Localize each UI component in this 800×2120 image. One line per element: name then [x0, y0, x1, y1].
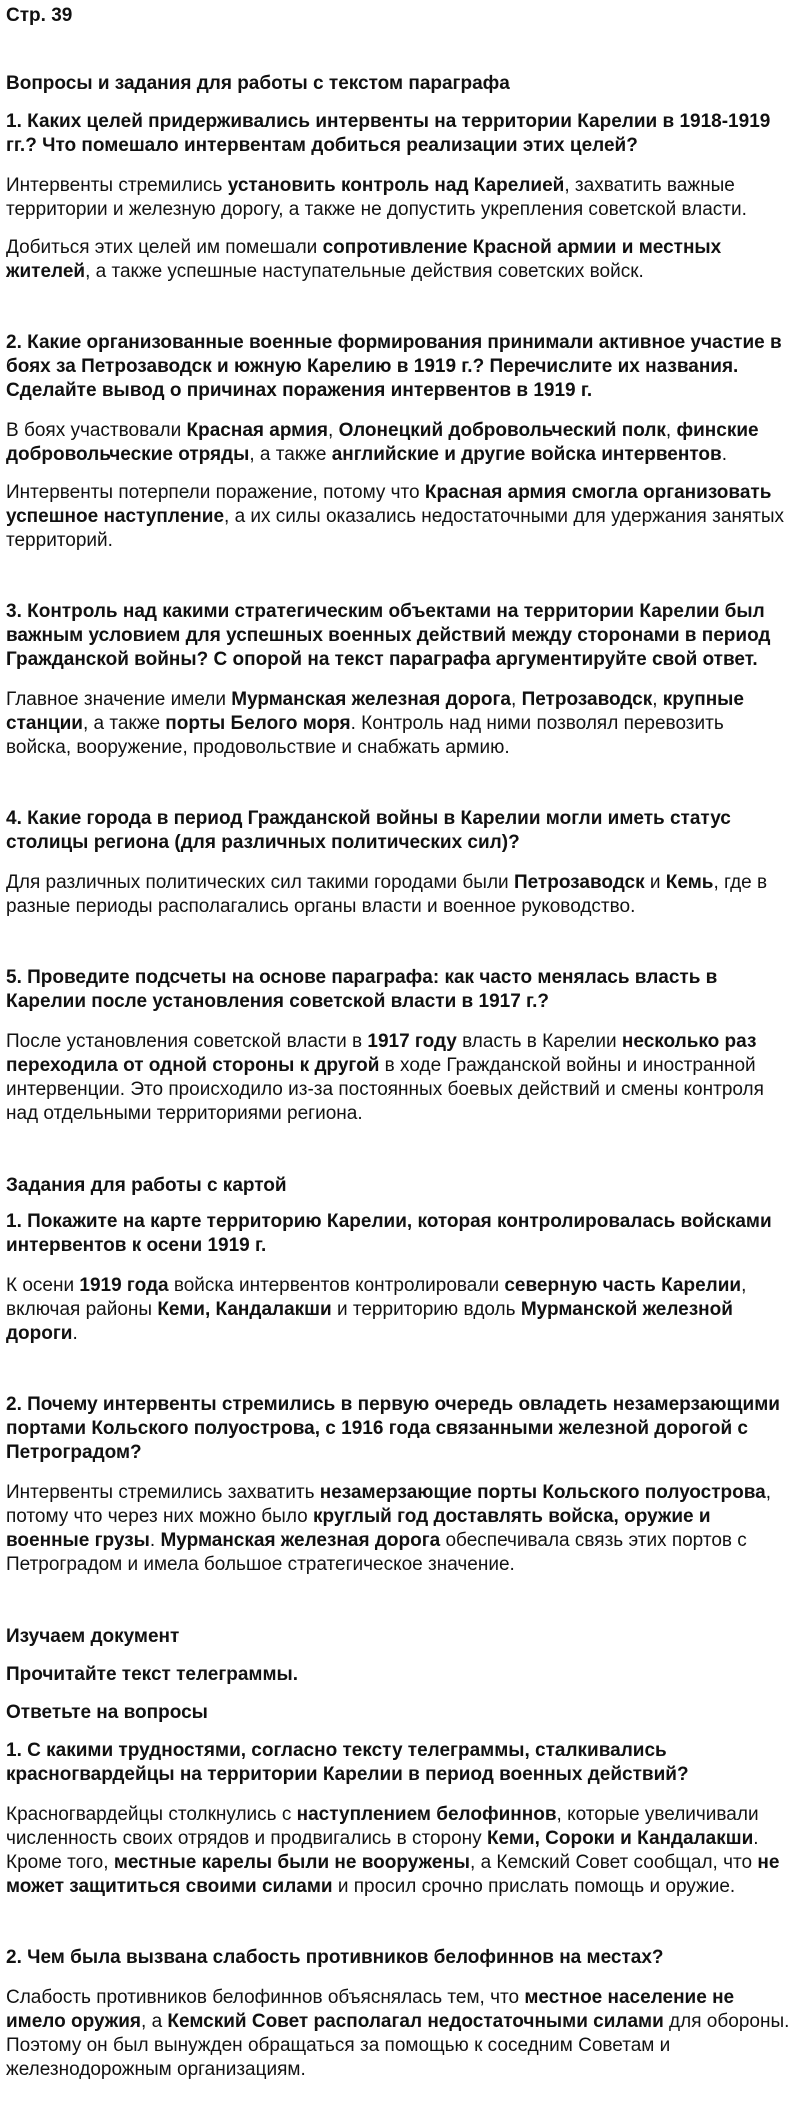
answer-highlight: порты Белого моря — [165, 713, 351, 734]
answer-highlight: финские добровольческие отряды — [6, 420, 759, 465]
answer-text: , — [328, 420, 339, 441]
answer-highlight: местные карелы были не вооружены — [113, 1852, 471, 1873]
answer-text: в ходе Гражданской войны и иностранной интервенции. Это происходило из-за постоянных боевых действий и смены контроля над отдельными территориями региона. — [6, 1055, 764, 1124]
answer-text: , а также успешные наступательные действия советских войск. — [85, 261, 644, 282]
answer-text: и территорию вдоль — [331, 1299, 521, 1320]
answer-text: , — [652, 689, 663, 710]
answer-text: . Кроме того, — [6, 1828, 759, 1873]
section-heading: Изучаем документ — [6, 1626, 180, 1647]
answer-text: , которые увеличивали численность своих отрядов и продвигались в сторону — [6, 1804, 759, 1849]
answer-highlight: северную часть Карелии — [504, 1275, 742, 1296]
answer-paragraph — [6, 174, 794, 222]
answer-text: , а — [141, 2011, 168, 2032]
question-text: 3. Контроль над какими стратегическим объектами на территории Карелии был важным условием для успешных военных действий между сторонами в период Гражданской войны? С опорой на текст параграфа аргументируйте свой ответ. — [6, 601, 771, 670]
answer-highlight: не может защититься своими силами — [6, 1852, 780, 1897]
answer-highlight: несколько раз переходила от одной стороны к другой — [6, 1031, 757, 1076]
answer-paragraph — [6, 1481, 794, 1577]
answer-text: Интервенты потерпели поражение, потому что — [6, 482, 425, 503]
section-heading: Вопросы и задания для работы с текстом параграфа — [6, 73, 510, 94]
answer-text: , потому что через них можно было — [6, 1482, 772, 1527]
answer-highlight: Красная армия смогла организовать успешное наступление — [6, 482, 772, 527]
answer-highlight: незамерзающие порты Кольского полуострова — [319, 1482, 766, 1503]
answer-text: Красногвардейцы столкнулись с — [6, 1804, 297, 1825]
answer-paragraph — [6, 1274, 794, 1346]
answer-text: , а также — [249, 444, 332, 465]
answer-text: войска интервентов контролировали — [168, 1275, 505, 1296]
question-text: 1. С какими трудностями, согласно тексту телеграммы, сталкивались красногвардейцы на территории Карелии в период военных действий? — [6, 1740, 689, 1785]
answer-text: , где в разные периоды располагались органы власти и военное руководство. — [6, 872, 768, 917]
answer-text: , а Кемский Совет сообщал, что — [470, 1852, 758, 1873]
answer-highlight: Красная армия — [186, 420, 329, 441]
answer-highlight: наступлением белофиннов — [296, 1804, 557, 1825]
answer-text: , — [511, 689, 522, 710]
answer-text: . — [72, 1323, 78, 1344]
answer-highlight: местное население не имело оружия — [6, 1987, 735, 2032]
answer-highlight: Олонецкий добровольческий полк — [338, 420, 666, 441]
question-text: 1. Покажите на карте территорию Карелии, которая контролировалась войсками интервентов к осени 1919 г. — [6, 1211, 772, 1256]
answer-highlight: сопротивление Красной армии и местных жителей — [6, 237, 722, 282]
answer-paragraph — [6, 481, 794, 553]
answer-highlight: круглый год доставлять войска, оружие и военные грузы — [6, 1506, 711, 1551]
answer-text: К осени — [6, 1275, 80, 1296]
answer-text: обеспечивала связь этих портов с Петроградом и имела большое стратегическое значение. — [6, 1530, 747, 1575]
answer-text: . — [721, 444, 727, 465]
answer-paragraph — [6, 1803, 794, 1899]
answer-text: . — [149, 1530, 161, 1551]
answer-highlight: Мурманская железная дорога — [160, 1530, 441, 1551]
answer-text: , а также — [82, 713, 166, 734]
answer-highlight: 1917 году — [367, 1031, 457, 1052]
answer-text: власть в Карелии — [456, 1031, 622, 1052]
question-text: 2. Чем была вызвана слабость противников белофиннов на местах? — [6, 1947, 664, 1968]
answer-text: В боях участвовали — [6, 420, 187, 441]
answer-text: , а их силы оказались недостаточными для удержания занятых территорий. — [6, 506, 785, 551]
question-text: 2. Какие организованные военные формирования принимали активное участие в боях за Петрозаводск и южную Карелию в 1919 г.? Перечислите их названия. Сделайте вывод о причинах поражения интервентов в 1919 г. — [6, 332, 782, 401]
answer-text: , захватить важные территории и железную дорогу, а также не допустить укрепления советской власти. — [6, 175, 747, 220]
answer-highlight: Кеми, Кандалакши — [157, 1299, 332, 1320]
answer-text: для обороны. Поэтому он был вынужден обращаться за помощью к соседним Советам и железнодорожным организациям. — [6, 2011, 790, 2080]
answer-highlight: 1919 года — [79, 1275, 169, 1296]
answer-highlight: Мурманская железная дорога — [231, 689, 511, 710]
answer-text: Для различных политических сил такими городами были — [6, 872, 514, 893]
answer-highlight: Петрозаводск — [513, 872, 645, 893]
answer-text: и — [644, 872, 666, 893]
answer-highlight: крупные станции — [6, 689, 744, 734]
answer-text: , — [665, 420, 677, 441]
answer-highlight: Мурманской железной дороги — [6, 1299, 733, 1344]
section-heading: Прочитайте текст телеграммы. — [6, 1664, 299, 1685]
answer-text: . Контроль над ними позволял перевозить войска, вооружение, продовольствие и снабжать армию. — [6, 713, 724, 758]
answer-paragraph — [6, 688, 794, 760]
answer-highlight: Кемь — [665, 872, 714, 893]
answer-paragraph — [6, 1986, 794, 2082]
question-text: 4. Какие города в период Гражданской войны в Карелии могли иметь статус столицы региона (для различных политических сил)? — [6, 808, 731, 853]
page-number-label: Стр. 39 — [6, 5, 73, 26]
answer-text: Главное значение имели — [6, 689, 232, 710]
question-text: 5. Проведите подсчеты на основе параграфа: как часто менялась власть в Карелии после установления советской власти в 1917 г.? — [6, 967, 718, 1012]
answer-paragraph — [6, 236, 794, 284]
answer-highlight: английские и другие войска интервентов — [331, 444, 722, 465]
answer-paragraph — [6, 1030, 794, 1126]
answer-text: и просил срочно прислать помощь и оружие. — [332, 1876, 736, 1897]
answer-text: Интервенты стремились — [6, 175, 228, 196]
answer-paragraph — [6, 871, 794, 919]
answer-paragraph — [6, 419, 794, 467]
question-text: 2. Почему интервенты стремились в первую очередь овладеть незамерзающими портами Кольского полуострова, с 1916 года связанными железной дорогой с Петроградом? — [6, 1394, 780, 1463]
answer-highlight: Петрозаводск — [521, 689, 653, 710]
answer-highlight: Кемский Совет располагал недостаточными силами — [167, 2011, 664, 2032]
answer-highlight: Кеми, Сороки и Кандалакши — [486, 1828, 754, 1849]
answer-text: Добиться этих целей им помешали — [6, 237, 323, 258]
answer-highlight: установить контроль над Карелией — [227, 175, 565, 196]
section-heading: Задания для работы с картой — [6, 1175, 287, 1196]
question-text: 1. Каких целей придерживались интервенты на территории Карелии в 1918-1919 гг.? Что помешало интервентам добиться реализации этих целей? — [6, 111, 771, 156]
answer-text: Слабость противников белофиннов объяснялась тем, что — [6, 1987, 525, 2008]
section-heading: Ответьте на вопросы — [6, 1702, 208, 1723]
answer-text: После установления советской власти в — [6, 1031, 368, 1052]
answer-text: Интервенты стремились захватить — [6, 1482, 320, 1503]
answer-text: , включая районы — [6, 1275, 747, 1320]
document-content — [6, 72, 794, 2082]
